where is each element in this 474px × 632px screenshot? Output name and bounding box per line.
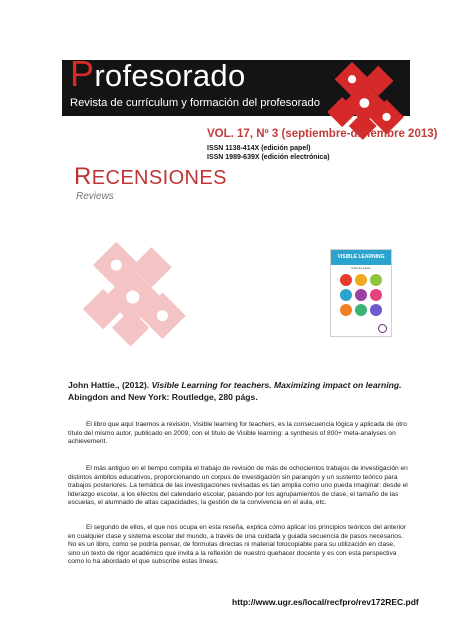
- citation-author: John Hattie., (2012).: [68, 380, 150, 390]
- book-cover-tagline: Know thy impact: [351, 267, 371, 270]
- journal-name-rest: rofesorado: [94, 58, 246, 93]
- journal-subtitle: Revista de currículum y formación del profesorado: [70, 97, 320, 109]
- book-citation: [68, 380, 412, 403]
- section-title-rest: ECENSIONES: [91, 167, 227, 189]
- citation-title: Visible Learning for teachers. Maximizing impact on learning.: [151, 380, 402, 390]
- issn-paper: ISSN 1138-414X (edición papel): [207, 145, 311, 152]
- book-cover-dot: [370, 274, 382, 286]
- publisher-seal-icon: [378, 324, 387, 333]
- book-cover-dot: [355, 289, 367, 301]
- section-title-initial: R: [74, 163, 92, 190]
- section-title: [74, 163, 227, 191]
- book-cover-dot: [370, 289, 382, 301]
- volume-info: VOL. 17, Nº 3 (septiembre-diciembre 2013): [207, 128, 438, 140]
- book-cover-dot: [370, 304, 382, 316]
- book-cover-dot-grid: [331, 274, 391, 316]
- review-paragraph: El segundo de ellos, el que nos ocupa en esta reseña, explica cómo aplicar los principios teóricos del anterior en cualquier clase y sistema escolar del mundo, a través de una cuidada y guiada secuencia de pasos necesarios. No es un libro, como se podría pensar, de fórmulas directas ni material fotocopiable para su utilización en clase, sino un texto de rigor académico que invita a la reflexión de nuestro quehacer docente y es con esta perspectiva como lo ha abordado el que subscribe estas líneas.: [68, 524, 406, 566]
- book-cover-title: VISIBLE LEARNING: [331, 250, 391, 265]
- book-cover-dot: [340, 274, 352, 286]
- footer-url-link[interactable]: http://www.ugr.es/local/recfpro/rev172REC.pdf: [232, 597, 419, 607]
- issn-electronic: ISSN 1989-639X (edición electrónica): [207, 154, 330, 161]
- review-paragraph: El libro que aquí traemos a revisión, Visible learning for teachers, es la consecuencia lógica y aplicada de otro título del mismo autor, publicado en 2009, con el título de Visible learning: a synthesis of 800+ meta-analyses on achievement.: [68, 421, 407, 446]
- section-subtitle: Reviews: [76, 191, 114, 202]
- journal-name-initial: P: [70, 53, 95, 94]
- journal-name: [70, 53, 246, 94]
- book-cover-dot: [340, 304, 352, 316]
- watermark-logo-icon: [80, 242, 190, 352]
- book-cover-image: [330, 249, 392, 337]
- book-cover-dot: [340, 289, 352, 301]
- book-cover-dot: [355, 274, 367, 286]
- citation-publisher: Abingdon and New York: Routledge, 280 págs.: [68, 391, 258, 402]
- review-paragraph: El más antiguo en el tiempo compila el trabajo de revisión de más de ochocientos trabajos de investigación en distintos ámbitos educativos, proporcionando un corpus de investigación sin parangón y un sustento teórico para trabajos posteriores. La temática de las investigaciones revisadas es tan amplia como uno pueda imaginar: desde el liderazgo escolar, a los efectos del calendario escolar, pasando por los agrupamientos de clase, el tamaño de las escuelas, el alumnado de altas capacidades, la gestión de la convivencia en el aula, etc.: [68, 465, 408, 507]
- book-cover-dot: [355, 304, 367, 316]
